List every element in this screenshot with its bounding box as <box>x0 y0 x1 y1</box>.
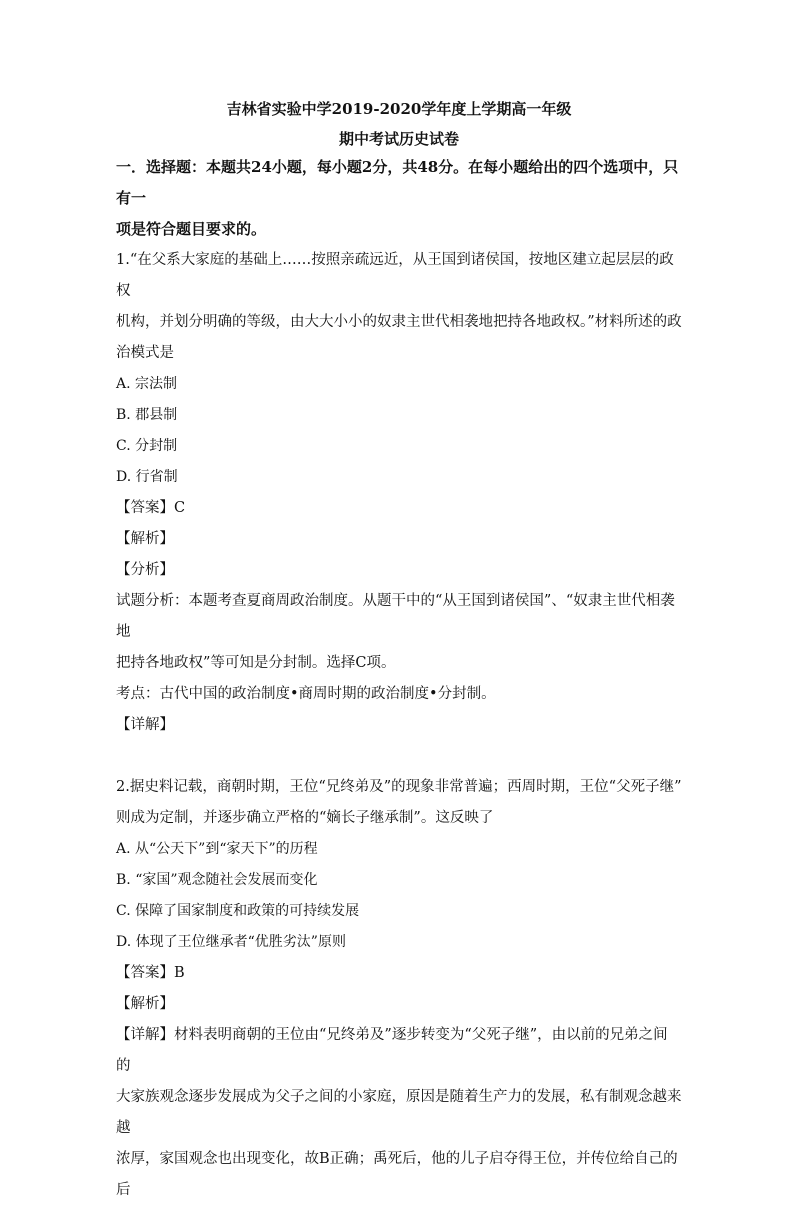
kaodian-line: 考点：古代中国的政治制度•商周时期的政治制度•分封制。 <box>116 686 496 702</box>
section-heading-line: 项是符合题目要求的。 <box>116 220 267 238</box>
question-1 <box>116 245 682 741</box>
question-stem-line: 1.“在父系大家庭的基础上……按照亲疏远近，从王国到诸侯国，按地区建立起层层的政权 <box>116 252 674 299</box>
section-heading <box>116 152 682 245</box>
analysis-label: 【解析】 <box>116 996 174 1012</box>
detail-line: 【详解】材料表明商朝的王位由“兄终弟及”逐步转变为“父死子继”，由以前的兄弟之间的 <box>116 1027 668 1074</box>
answer-label: 【答案】B <box>116 965 185 981</box>
exam-title-line2: 期中考试历史试卷 <box>338 130 459 148</box>
option-c: C. 分封制 <box>116 438 178 454</box>
section-heading-line: 一．选择题：本题共24小题，每小题2分，共48分。在每小题给出的四个选项中，只有一 <box>116 158 679 207</box>
detail-label: 【详解】 <box>116 717 174 733</box>
analysis-line: 把持各地政权”等可知是分封制。选择C项。 <box>116 655 396 671</box>
option-b: B. 郡县制 <box>116 407 178 423</box>
question-2 <box>116 772 682 1206</box>
answer-label: 【答案】C <box>116 500 186 516</box>
question-stem-line: 机构，并划分明确的等级，由大大小小的奴隶主世代相袭地把持各地政权。”材料所述的政 <box>116 314 682 330</box>
option-d: D. 行省制 <box>116 469 178 485</box>
question-stem-line: 治模式是 <box>116 345 174 361</box>
fenxi-label: 【分析】 <box>116 562 174 578</box>
option-a: A. 宗法制 <box>116 376 178 392</box>
option-c: C. 保障了国家制度和政策的可持续发展 <box>116 903 360 919</box>
option-b: B. “家国”观念随社会发展而变化 <box>116 872 318 888</box>
exam-title-line1: 吉林省实验中学2019-2020学年度上学期高一年级 <box>226 100 572 118</box>
question-stem-line: 2.据史料记载，商朝时期，王位“兄终弟及”的现象非常普遍；西周时期，王位“父死子继” <box>116 779 682 795</box>
detail-line: 大家族观念逐步发展成为父子之间的小家庭，原因是随着生产力的发展，私有制观念越来越 <box>116 1089 682 1136</box>
option-a: A. 从“公天下”到“家天下”的历程 <box>116 841 318 857</box>
exam-page <box>116 98 682 1206</box>
analysis-line: 试题分析：本题考查夏商周政治制度。从题干中的“从王国到诸侯国”、“奴隶主世代相袭地 <box>116 593 675 640</box>
analysis-label: 【解析】 <box>116 531 174 547</box>
spacer <box>116 741 682 772</box>
option-d: D. 体现了王位继承者“优胜劣汰”原则 <box>116 934 346 950</box>
question-stem-line: 则成为定制，并逐步确立严格的“嫡长子继承制”。这反映了 <box>116 810 494 826</box>
detail-line: 浓厚，家国观念也出现变化，故B正确；禹死后，他的儿子启夺得王位，并传位给自己的后 <box>116 1151 678 1198</box>
